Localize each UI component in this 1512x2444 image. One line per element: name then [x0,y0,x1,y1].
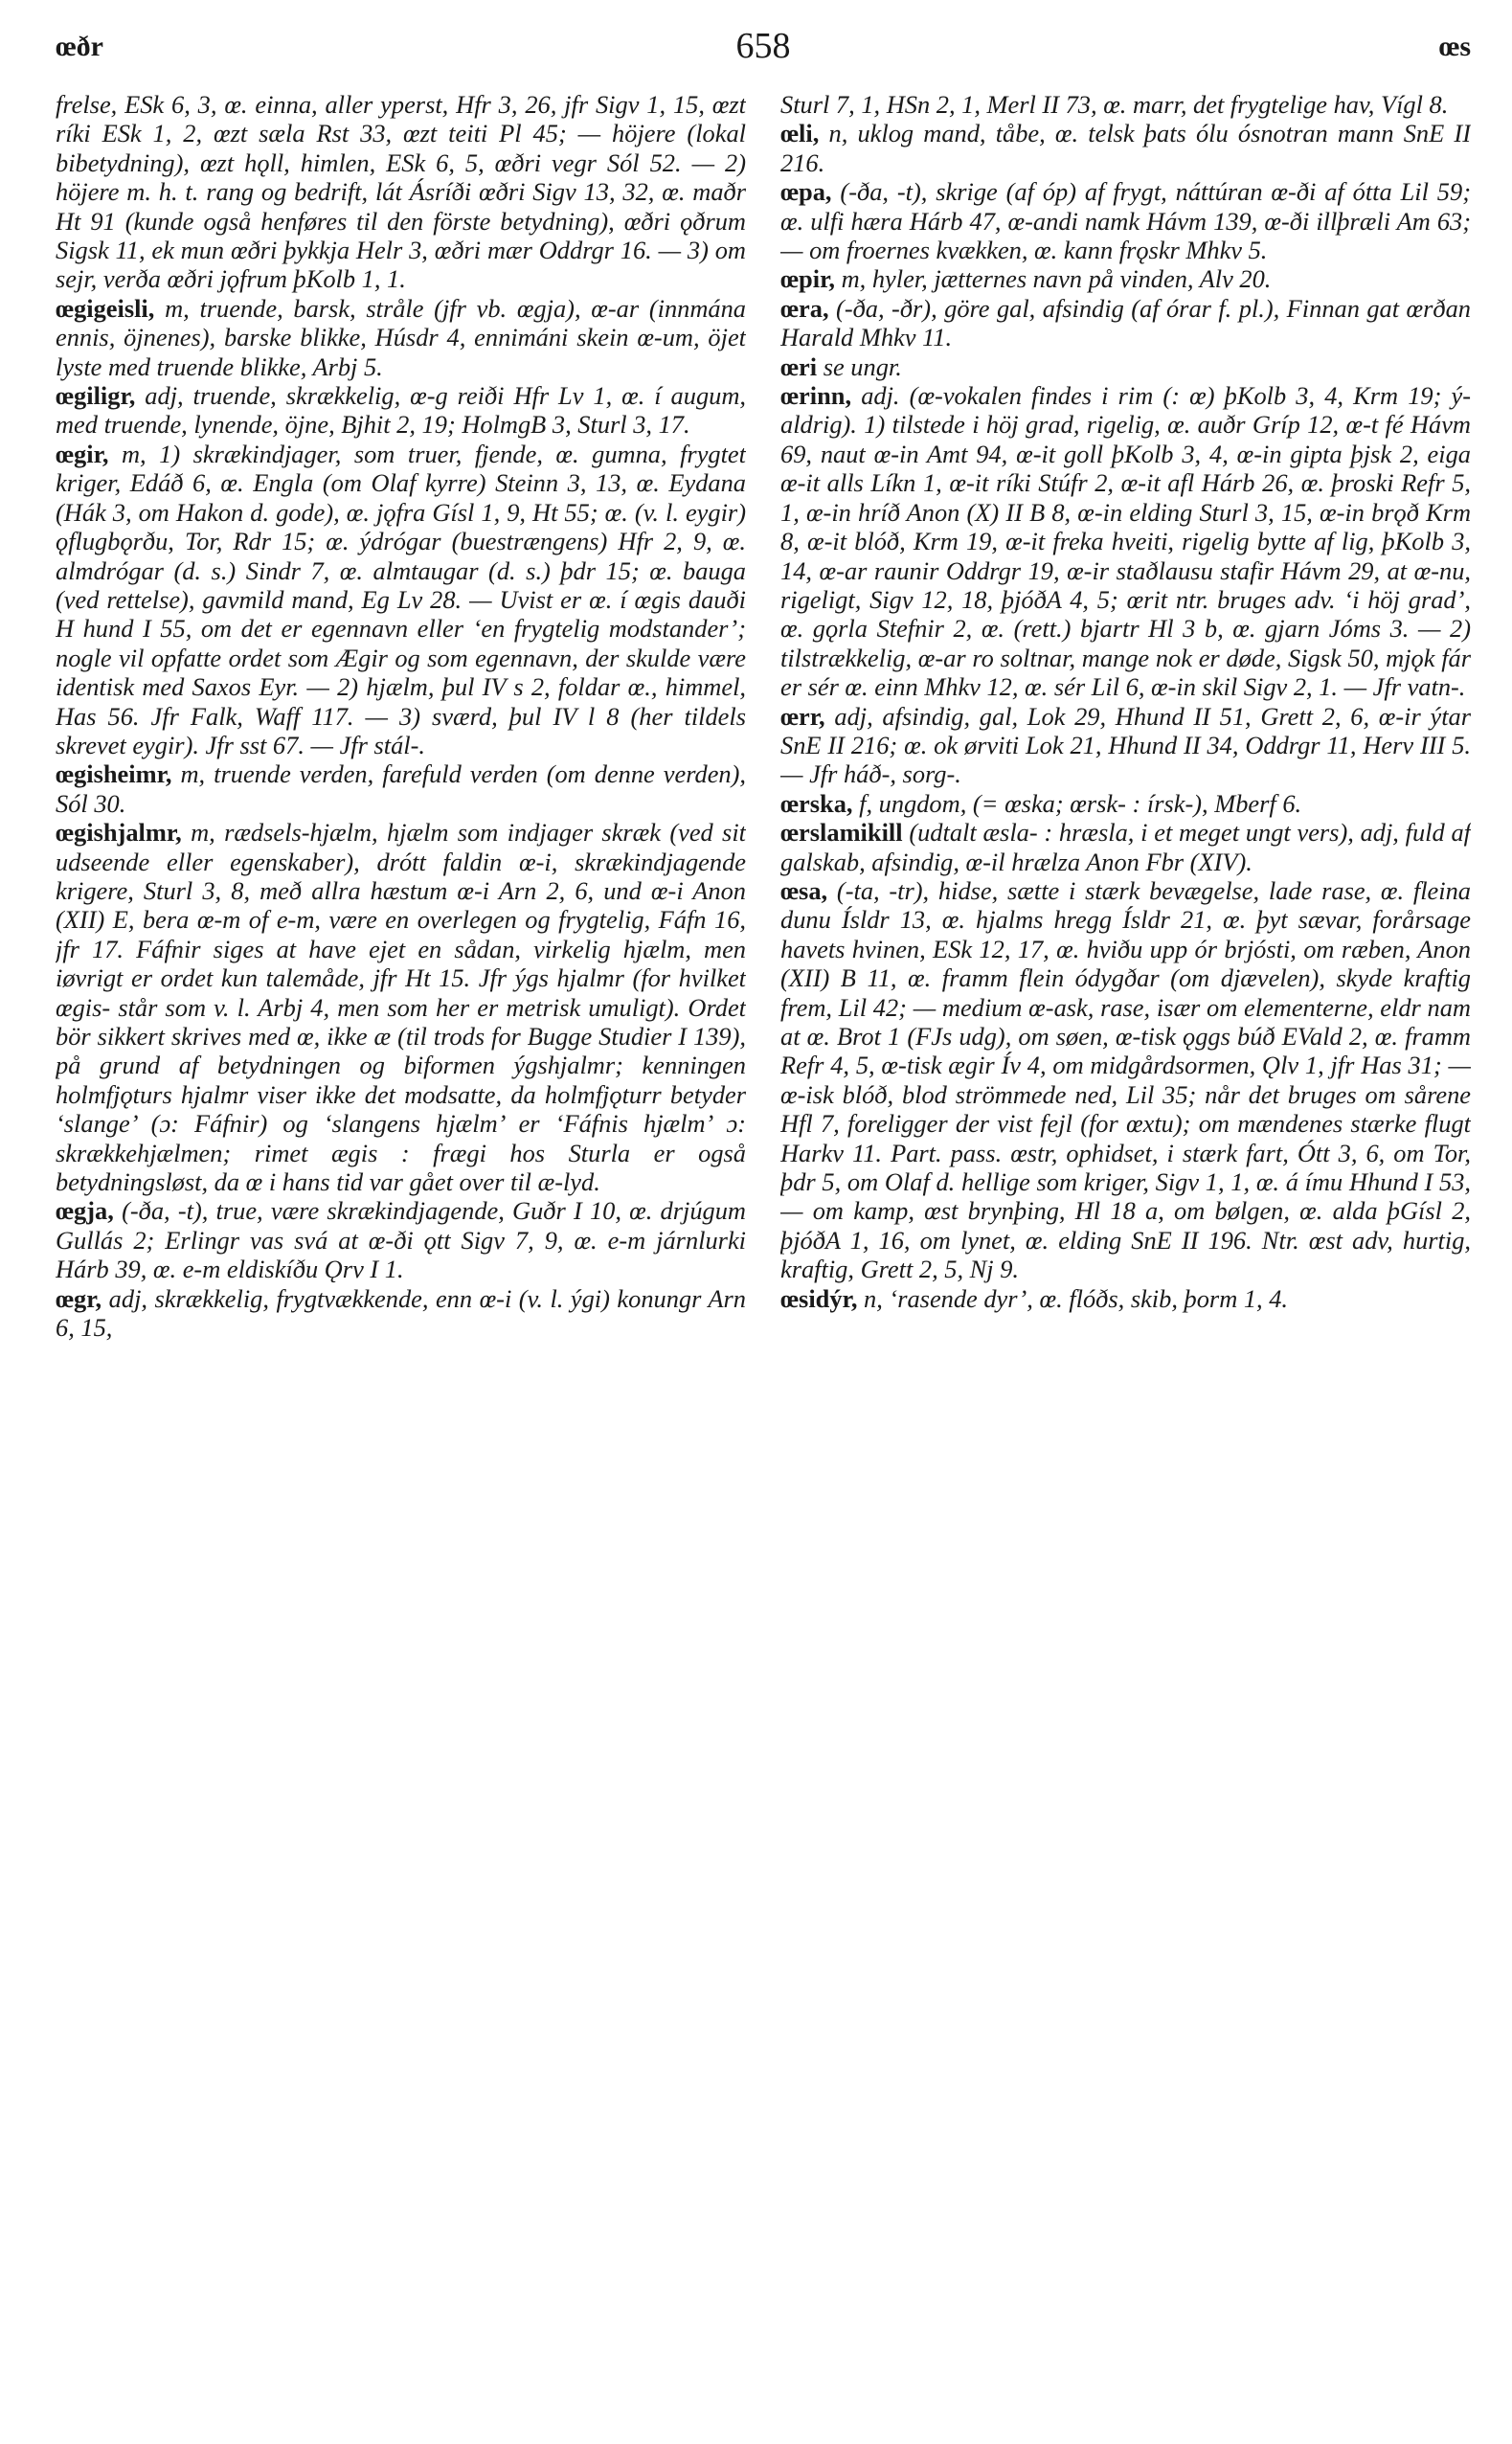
dictionary-entry [780,119,1471,177]
entry-headword: œrinn, [780,381,852,411]
entry-headword: œgishjalmr, [56,818,182,848]
entry-text: (udtalt æsla- : hræsla, i et meget ungt vers), adj, fuld af galskab, afsindig, œ-il hrælza Anon Fbr (XIV). [780,818,1471,876]
entry-text: (-ta, -tr), hidse, sætte i stærk bevægelse, lade rase, œ. fleina dunu Ísldr 13, œ. hjalms hregg Ísldr 21, œ. þyt sævar, forårsage havets hvinen, ESk 12, 17, œ. hviðu upp ór brjósti, om ræben, Anon (XII) B 11, œ. framm flein ódygðar (om djævelen), skyde kraftig frem, Lil 42; — medium œ-ask, rase, især om elementerne, eldr nam at œ. Brot 1 (FJs udg), om søen, œ-tisk ǫggs búð EVald 2, œ. framm Refr 4, 5, œ-tisk ægir Ív 4, om midgårdsormen, Ǫlv 1, jfr Has 31; — œ-isk blóð, blod strömmede ned, Lil 35; når det bruges om sårene Hfl 7, foreligger der vist fejl (for œxtu); om mændenes stærke flugt Harkv 11. Part. pass. œstr, ophidset, i stærk fart, Ótt 3, 6, om Tor, þdr 5, om Olaf d. hellige som kriger, Sigv 1, 1, œ. á ímu Hhund I 53, — om kamp, œst brynþing, Hl 18 a, om bølgen, œ. alda þGísl 2, þjóðA 1, 16, om lynet, œ. elding SnE II 196. Ntr. œst adv, hurtig, kraftig, Grett 2, 5, Nj 9. [780,875,1471,1284]
entry-text: se ungr. [823,351,902,381]
dictionary-entry [780,294,1471,352]
dictionary-entry [56,1284,746,1343]
entry-text: adj, skrækkelig, frygtvækkende, enn œ-i (v. l. ýgi) konungr Arn 6, 15, [56,1283,746,1343]
entry-text: adj, afsindig, gal, Lok 29, Hhund II 51, Grett 2, 6, œ-ir ýtar SnE II 216; œ. ok ørviti Lok 21, Hhund II 34, Oddrgr 11, Herv III 5. — Jfr háð-, sorg-. [780,701,1471,789]
entry-text: m, truende verden, farefuld verden (om denne verden), Sól 30. [56,759,746,818]
page-header [56,21,1471,79]
entry-headword: œsa, [780,875,828,905]
left-column [56,90,746,2427]
entry-headword: œli, [780,119,820,148]
dictionary-entry [780,702,1471,789]
dictionary-entry [780,352,1471,381]
entry-text: m, hyler, jætternes navn på vinden, Alv 20. [841,264,1272,294]
entry-headword: œgir, [56,439,109,468]
entry-headword: œra, [780,293,829,323]
entry-text: n, ‘rasende dyr’, œ. flóðs, skib, þorm 1, 4. [864,1283,1289,1313]
dictionary-entry [780,818,1471,876]
entry-text: f, ungdom, (= œska; œrsk- : írsk-), Mberf 6. [859,788,1302,818]
entry-headword: œrr, [780,701,825,731]
dictionary-entry [780,381,1471,701]
dictionary-entry [56,294,746,381]
entry-text: (-ða, -t), skrige (af óp) af frygt, náttúran œ-ði af ótta Lil 59; œ. ulfi hæra Hárb 47, œ-andi namk Hávm 139, œ-ði illþræli Am 63; — om froernes kvækken, œ. kann frǫskr Mhkv 5. [780,177,1471,265]
entry-headword: œgigeisli, [56,293,155,323]
entry-text: (-ða, -ðr), göre gal, afsindig (af órar f. pl.), Finnan gat œrðan Harald Mhkv 11. [780,293,1471,352]
entry-headword: œpa, [780,177,832,207]
dictionary-entry [56,90,746,294]
dictionary-entry [780,90,1471,119]
running-head-left: œðr [56,31,103,62]
entry-headword: œgiligr, [56,381,136,411]
dictionary-entry [780,876,1471,1284]
dictionary-entry [780,264,1471,293]
dictionary-entry [56,818,746,1196]
entry-text: m, rædsels-hjælm, hjælm som indjager skræk (ved sit udseende eller egenskaber), drótt faldin œ-i, skrækindjagende krigere, Sturl 3, 8, með allra hæstum œ-i Arn 2, 6, und œ-i Anon (XII) E, bera œ-m of e-m, være en overlegen og frygtelig, Fáfn 16, jfr 17. Fáfnir siges at have ejet en sådan, virkelig hjælm, men iøvrigt er ordet kun talemåde, jfr Ht 15. Jfr ýgs hjalmr (for hvilket œgis- står som v. l. Arbj 4, men som her er metrisk umuligt). Ordet bör sikkert skrives med œ, ikke æ (til trods for Bugge Studier I 139), på grund af betydningen og biformen ýgshjalmr; kenningen holmfjǫturs hjalmr viser ikke det modsatte, da holmfjǫturr betyder ‘slange’ (ɔ: Fáfnir) og ‘slangens hjælm’ er ‘Fáfnis hjælm’ ɔ: skrækkehjælmen; rimet ægis : frægi hos Sturla er også betydningsløst, da œ i hans tid var gået over til æ-lyd. [56,818,746,1197]
entry-text: n, uklog mand, tåbe, œ. telsk þats ólu ósnotran mann SnE II 216. [780,119,1471,177]
entry-headword: œgja, [56,1196,114,1226]
running-head-right: œs [1438,31,1471,62]
entry-text: frelse, ESk 6, 3, œ. einna, aller yperst, Hfr 3, 26, jfr Sigv 1, 15, œzt ríki ESk 1, 2, œzt sæla Rst 33, œzt teiti Pl 45; — höjere (lokal bibetydning), œzt hǫll, himlen, ESk 6, 5, œðri vegr Sól 52. — 2) höjere m. h. t. rang og bedrift, lát Ásríði œðri Sigv 13, 32, œ. maðr Ht 91 (kunde også henføres til den förste betydning), œðri ǫðrum Sigsk 11, ek mun œðri þykkja Helr 3, œðri mær Oddrgr 16. — 3) om sejr, verða œðri jǫfrum þKolb 1, 1. [56,90,746,294]
dictionary-entry [56,1196,746,1283]
entry-headword: œrslamikill [780,818,903,848]
page-number: 658 [735,26,791,66]
entry-headword: œsidýr, [780,1283,858,1313]
dictionary-entry [780,1284,1471,1313]
dictionary-entry [56,759,746,818]
dictionary-entry [56,440,746,759]
entry-headword: œri [780,351,818,381]
entry-text: m, truende, barsk, stråle (jfr vb. œgja), œ-ar (innmána ennis, öjnenes), barske blikke, Húsdr 4, ennimáni skein œ-um, öjet lyste med truende blikke, Arbj 5. [56,293,746,381]
dictionary-entry [780,177,1471,264]
right-column [780,90,1471,2427]
entry-headword: œrska, [780,788,853,818]
entry-text: m, 1) skrækindjager, som truer, fjende, œ. gumna, frygtet kriger, Edáð 6, œ. Engla (om Olaf kyrre) Steinn 3, 13, œ. Eydana (Hák 3, om Hakon d. gode), œ. jǫfra Gísl 1, 9, Ht 55; œ. (v. l. eygir) ǫflugbǫrðu, Tor, Rdr 15; œ. ýdrógar (buestrængens) Hfr 2, 9, œ. almdrógar (d. s.) Sindr 7, œ. almtaugar (d. s.) þdr 15; œ. bauga (ved rettelse), gavmild mand, Eg Lv 28. — Uvist er œ. í œgis dauði H hund I 55, om det er egennavn eller ‘en frygtelig modstander’; nogle vil opfatte ordet som Ægir og som egennavn, der skulde være identisk med Saxos Eyr. — 2) hjælm, þul IV s 2, foldar œ., himmel, Has 56. Jfr Falk, Waff 117. — 3) sværd, þul IV l 8 (her tildels skrevet eygir). Jfr sst 67. — Jfr stál-. [56,439,746,759]
entry-text: Sturl 7, 1, HSn 2, 1, Merl II 73, œ. marr, det frygtelige hav, Vígl 8. [780,90,1449,119]
dictionary-entry [780,789,1471,818]
dictionary-entry [56,381,746,440]
entry-text: adj, truende, skrækkelig, œ-g reiði Hfr Lv 1, œ. í augum, med truende, lynende, öjne, Bjhit 2, 19; HolmgB 3, Sturl 3, 17. [56,381,746,440]
entry-headword: œgisheimr, [56,759,172,789]
entry-text: (-ða, -t), true, være skrækindjagende, Guðr I 10, œ. drjúgum Gullás 2; Erlingr vas svá at œ-ði ǫtt Sigv 7, 9, œ. e-m járnlurki Hárb 39, œ. e-m eldiskíðu Ǫrv I 1. [56,1196,746,1284]
entry-headword: œgr, [56,1283,102,1313]
entry-text: adj. (œ-vokalen findes i rim (: œ) þKolb 3, 4, Krm 19; ý- aldrig). 1) tilstede i höj grad, rigelig, œ. auðr Gríp 12, œ-t fé Hávm 69, naut œ-in Amt 94, œ-it goll þKolb 3, 4, œ-in gipta þjsk 2, eiga œ-it alls Líkn 1, œ-it ríki Stúfr 2, œ-it afl Hárb 26, œ. þroski Refr 5, 1, œ-in hríð Anon (X) II B 8, œ-in elding Sturl 3, 15, œ-in brǫð Krm 8, œ-it blóð, Krm 19, œ-it freka hveiti, rigelig bytte af lig, þKolb 3, 14, œ-ar raunir Oddrgr 19, œ-ir staðlausu stafir Hávm 29, at œ-nu, rigeligt, Sigv 12, 18, þjóðA 4, 5; œrit ntr. bruges adv. ‘i höj grad’, œ. gǫrla Stefnir 2, œ. (rett.) bjartr Hl 3 b, œ. gjarn Jóms 3. — 2) tilstrækkelig, œ-ar ro soltnar, mange nok er døde, Sigsk 50, mjǫk fár er sér œ. einn Mhkv 12, œ. sér Lil 6, œ-in skil Sigv 2, 1. — Jfr vatn-. [780,381,1471,702]
entry-headword: œpir, [780,264,835,294]
